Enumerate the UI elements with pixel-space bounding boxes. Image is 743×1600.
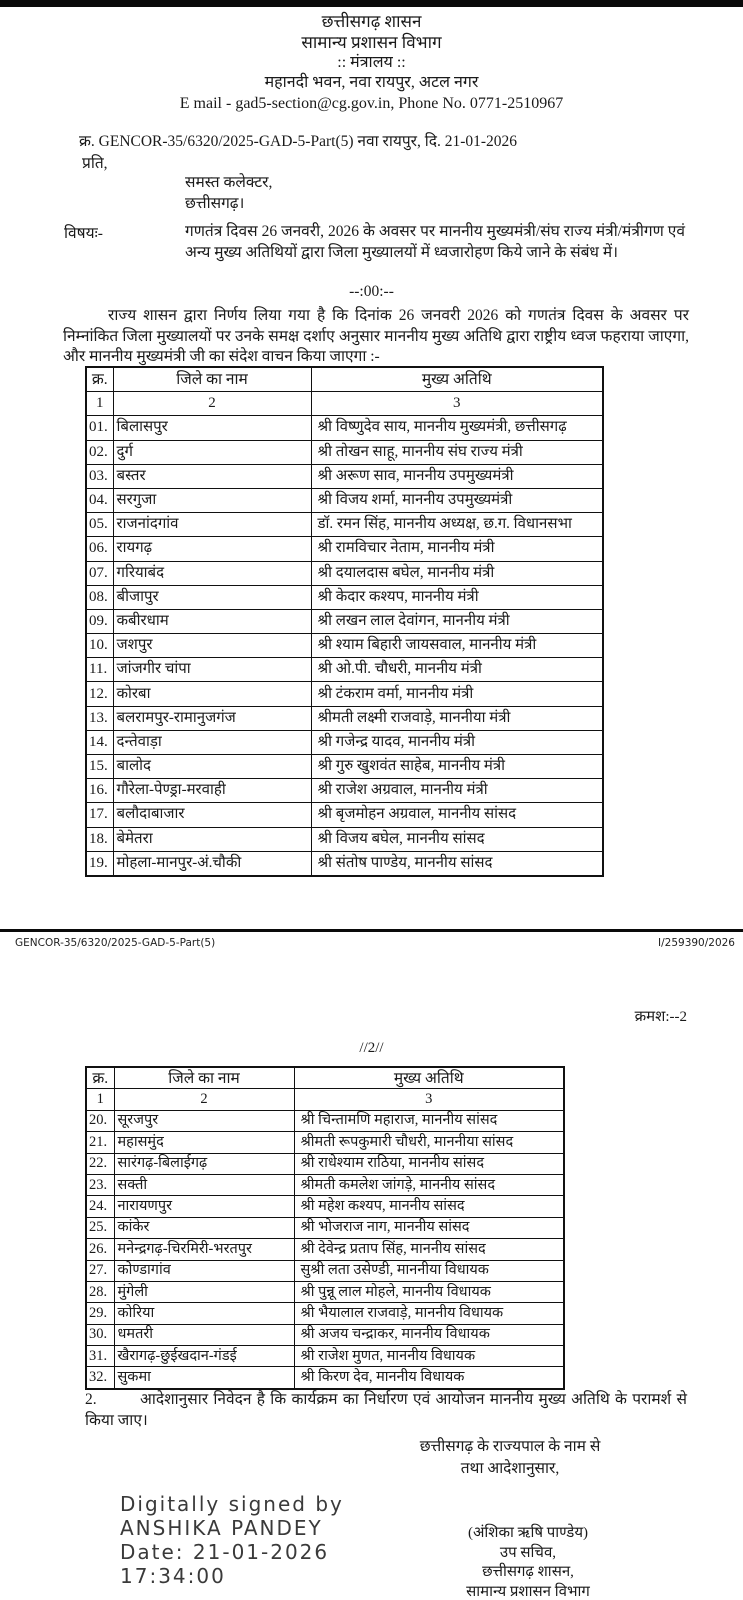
digital-signature-line-2: ANSHIKA PANDEY: [120, 1516, 323, 1540]
top-border-bar: [0, 0, 743, 7]
table-row-16-cell-1: गौरेला-पेण्ड्रा-मरवाही: [113, 779, 311, 803]
mantralaya-line: :: मंत्रालय ::: [337, 54, 406, 71]
by-order-line-1: छत्तीसगढ़ के राज्यपाल के नाम से: [419, 1438, 601, 1455]
table-colnum-row: [86, 1089, 564, 1110]
table-row-31-cell-1: खैरागढ़-छुईखदान-गंडई: [114, 1346, 294, 1367]
table-row-19-cell-2: श्री संतोष पाण्डेय, माननीय सांसद: [311, 851, 603, 876]
table-row-32-cell-0: 32.: [86, 1367, 114, 1389]
table-row-07-cell-2: श्री दयालदास बघेल, माननीय मंत्री: [311, 561, 603, 585]
table-row-20: [86, 1110, 564, 1131]
table-row-18-cell-2: श्री विजय बघेल, माननीय सांसद: [311, 827, 603, 851]
table-row-15-cell-0: 15.: [86, 755, 113, 779]
table-row-23-cell-2: श्रीमती कमलेश जांगड़े, माननीय सांसद: [294, 1174, 564, 1195]
closing-para-text: आदेशानुसार निवेदन है कि कार्यक्रम का निर्धारण एवं आयोजन माननीय मुख्य अतिथि के परामर्श से किया जाए।: [85, 1391, 687, 1429]
table-row-28-cell-1: मुंगेली: [114, 1281, 294, 1302]
table-row-11-cell-0: 11.: [86, 658, 113, 682]
table-header-row-cell-1: जिले का नाम: [113, 367, 311, 392]
table-header-row-cell-2: मुख्य अतिथि: [311, 367, 603, 392]
table-row-12: [86, 682, 603, 706]
table-colnum-row-cell-0: 1: [86, 392, 113, 416]
subject-label: विषयः-: [64, 225, 103, 242]
table-row-23-cell-0: 23.: [86, 1174, 114, 1195]
table-row-09-cell-1: कबीरधाम: [113, 609, 311, 633]
section-separator: --:00:--: [349, 283, 394, 300]
table-row-01-cell-2: श्री विष्णुदेव साय, माननीय मुख्यमंत्री, छत्तीसगढ़: [311, 416, 603, 440]
table-row-24: [86, 1196, 564, 1217]
table-header-row-cell-0: क्र.: [86, 367, 113, 392]
table-row-10: [86, 634, 603, 658]
digital-signature-line-4: 17:34:00: [120, 1564, 226, 1588]
table-row-20-cell-0: 20.: [86, 1110, 114, 1131]
table-row-09-cell-0: 09.: [86, 609, 113, 633]
table-row-02-cell-2: श्री तोखन साहू, माननीय संघ राज्य मंत्री: [311, 440, 603, 464]
table-row-08: [86, 585, 603, 609]
government-name: छत्तीसगढ़ शासन: [321, 12, 422, 31]
table-header-row-cell-1: जिले का नाम: [114, 1067, 294, 1089]
table-row-27: [86, 1260, 564, 1281]
table-row-10-cell-1: जशपुर: [113, 634, 311, 658]
table-row-27-cell-2: सुश्री लता उसेण्डी, माननीया विधायक: [294, 1260, 564, 1281]
table-row-12-cell-2: श्री टंकराम वर्मा, माननीय मंत्री: [311, 682, 603, 706]
continuation-marker: क्रमश:--2: [634, 1009, 687, 1025]
table-row-14-cell-1: दन्तेवाड़ा: [113, 730, 311, 754]
to-label: प्रति,: [82, 155, 108, 172]
table-row-05-cell-1: राजनांदगांव: [113, 513, 311, 537]
by-order-block: [390, 1436, 630, 1480]
table-row-16-cell-0: 16.: [86, 779, 113, 803]
table-row-24-cell-1: नारायणपुर: [114, 1196, 294, 1217]
table-row-21-cell-0: 21.: [86, 1132, 114, 1153]
table-row-20-cell-2: श्री चिन्तामणि महाराज, माननीय सांसद: [294, 1110, 564, 1131]
table-row-16: [86, 779, 603, 803]
table-row-17: [86, 803, 603, 827]
table-row-30-cell-0: 30.: [86, 1324, 114, 1345]
table-row-28-cell-0: 28.: [86, 1281, 114, 1302]
table-row-11-cell-2: श्री ओ.पी. चौधरी, माननीय मंत्री: [311, 658, 603, 682]
table-row-31: [86, 1346, 564, 1367]
address-line: महानदी भवन, नवा रायपुर, अटल नगर: [264, 74, 479, 91]
addressee-line-2: छत्तीसगढ़।: [185, 195, 245, 212]
page2-marker: //2//: [359, 1040, 384, 1056]
table-row-01-cell-0: 01.: [86, 416, 113, 440]
table-row-01: [86, 416, 603, 440]
table-row-27-cell-1: कोण्डागांव: [114, 1260, 294, 1281]
table-row-25: [86, 1217, 564, 1238]
table-row-15-cell-2: श्री गुरु खुशवंत साहेब, माननीय मंत्री: [311, 755, 603, 779]
table-row-22: [86, 1153, 564, 1174]
table-row-05-cell-0: 05.: [86, 513, 113, 537]
table-row-15-cell-1: बालोद: [113, 755, 311, 779]
table-row-09-cell-2: श्री लखन लाल देवांगन, माननीय मंत्री: [311, 609, 603, 633]
table-row-29: [86, 1303, 564, 1324]
table-row-23: [86, 1174, 564, 1195]
table-row-13-cell-2: श्रीमती लक्ष्मी राजवाड़े, माननीया मंत्री: [311, 706, 603, 730]
table-row-13: [86, 706, 603, 730]
districts-table-page2: [85, 1066, 565, 1390]
table-row-14: [86, 730, 603, 754]
table-row-31-cell-2: श्री राजेश मुणत, माननीय विधायक: [294, 1346, 564, 1367]
closing-paragraph: [85, 1389, 687, 1431]
table-row-24-cell-2: श्री महेश कश्यप, माननीय सांसद: [294, 1196, 564, 1217]
table-row-09: [86, 609, 603, 633]
table-header-row: [86, 367, 603, 392]
table-row-17-cell-2: श्री बृजमोहन अग्रवाल, माननीय सांसद: [311, 803, 603, 827]
table-row-18-cell-0: 18.: [86, 827, 113, 851]
table-row-22-cell-2: श्री राधेश्याम राठिया, माननीय सांसद: [294, 1153, 564, 1174]
districts-table-page1: [85, 366, 604, 877]
table-row-26-cell-2: श्री देवेन्द्र प्रताप सिंह, माननीय सांसद: [294, 1239, 564, 1260]
table-row-11: [86, 658, 603, 682]
addressee-line-1: समस्त कलेक्टर,: [185, 174, 273, 191]
table-row-02-cell-1: दुर्ग: [113, 440, 311, 464]
table-row-17-cell-1: बलौदाबाजार: [113, 803, 311, 827]
table-row-02-cell-0: 02.: [86, 440, 113, 464]
department-name: सामान्य प्रशासन विभाग: [301, 33, 442, 52]
table-row-22-cell-0: 22.: [86, 1153, 114, 1174]
signatory-designation: उप सचिव,: [499, 1544, 557, 1561]
table-row-04: [86, 488, 603, 512]
signatory-name: (अंशिका ऋषि पाण्डेय): [467, 1525, 589, 1541]
digital-signature-line-1: Digitally signed by: [120, 1492, 344, 1516]
table-row-23-cell-1: सक्ती: [114, 1174, 294, 1195]
table-colnum-row: [86, 392, 603, 416]
table-row-21: [86, 1132, 564, 1153]
table-row-04-cell-0: 04.: [86, 488, 113, 512]
table-row-16-cell-2: श्री राजेश अग्रवाल, माननीय मंत्री: [311, 779, 603, 803]
table-row-26-cell-0: 26.: [86, 1239, 114, 1260]
signatory-org-line-2: सामान्य प्रशासन विभाग: [466, 1583, 590, 1600]
table-row-18-cell-1: बेमेतरा: [113, 827, 311, 851]
footer-file-number: GENCOR-35/6320/2025-GAD-5-Part(5): [15, 937, 216, 949]
table-row-02: [86, 440, 603, 464]
table-row-06-cell-1: रायगढ़: [113, 537, 311, 561]
table-row-06: [86, 537, 603, 561]
table-row-01-cell-1: बिलासपुर: [113, 416, 311, 440]
table-row-25-cell-0: 25.: [86, 1217, 114, 1238]
table-colnum-row-cell-0: 1: [86, 1089, 114, 1110]
table-row-14-cell-2: श्री गजेन्द्र यादव, माननीय मंत्री: [311, 730, 603, 754]
table-row-06-cell-0: 06.: [86, 537, 113, 561]
table-row-21-cell-1: महासमुंद: [114, 1132, 294, 1153]
page-footer: [0, 937, 743, 953]
table-row-28: [86, 1281, 564, 1302]
intro-paragraph: राज्य शासन द्वारा निर्णय लिया गया है कि दिनांक 26 जनवरी 2026 को गणतंत्र दिवस के अवसर पर निम्नांकित जिला मुख्यालयों पर उनके समक्ष दर्शाए अनुसार माननीय मुख्य अतिथि द्वारा राष्ट्रीय ध्वज फहराया जाएगा, और माननीय मुख्यमंत्री जी का संदेश वाचन किया जाएगा :-: [63, 307, 689, 365]
table-row-32-cell-2: श्री किरण देव, माननीय विधायक: [294, 1367, 564, 1389]
table-row-13-cell-0: 13.: [86, 706, 113, 730]
table-row-29-cell-0: 29.: [86, 1303, 114, 1324]
table-row-26: [86, 1239, 564, 1260]
digital-signature-line-3: Date: 21-01-2026: [120, 1540, 330, 1564]
addressee-block: [185, 172, 272, 214]
table-row-32-cell-1: सुकमा: [114, 1367, 294, 1389]
table-row-05: [86, 513, 603, 537]
table-row-06-cell-2: श्री रामविचार नेताम, माननीय मंत्री: [311, 537, 603, 561]
closing-para-number: 2.: [85, 1391, 97, 1408]
table-row-07: [86, 561, 603, 585]
table-row-22-cell-1: सारंगढ़-बिलाईगढ़: [114, 1153, 294, 1174]
table-row-24-cell-0: 24.: [86, 1196, 114, 1217]
table-row-10-cell-0: 10.: [86, 634, 113, 658]
table-row-28-cell-2: श्री पुन्नू लाल मोहले, माननीय विधायक: [294, 1281, 564, 1302]
table-row-30-cell-2: श्री अजय चन्द्राकर, माननीय विधायक: [294, 1324, 564, 1345]
table-row-19: [86, 851, 603, 876]
table-row-12-cell-1: कोरबा: [113, 682, 311, 706]
table-row-17-cell-0: 17.: [86, 803, 113, 827]
table-row-30-cell-1: धमतरी: [114, 1324, 294, 1345]
table-row-03-cell-2: श्री अरूण साव, माननीय उपमुख्यमंत्री: [311, 464, 603, 488]
table-row-04-cell-2: श्री विजय शर्मा, माननीय उपमुख्यमंत्री: [311, 488, 603, 512]
table-row-03-cell-0: 03.: [86, 464, 113, 488]
table-row-03-cell-1: बस्तर: [113, 464, 311, 488]
table-row-27-cell-0: 27.: [86, 1260, 114, 1281]
letterhead: [0, 11, 743, 114]
table-row-21-cell-2: श्रीमती रूपकुमारी चौधरी, माननीया सांसद: [294, 1132, 564, 1153]
table-header-row-cell-2: मुख्य अतिथि: [294, 1067, 564, 1089]
table-row-12-cell-0: 12.: [86, 682, 113, 706]
digital-signature-block: [120, 1492, 344, 1588]
table-row-08-cell-2: श्री केदार कश्यप, माननीय मंत्री: [311, 585, 603, 609]
table-row-04-cell-1: सरगुजा: [113, 488, 311, 512]
table-row-19-cell-0: 19.: [86, 851, 113, 876]
table-row-08-cell-0: 08.: [86, 585, 113, 609]
table-row-29-cell-2: श्री भैयालाल राजवाड़े, माननीय विधायक: [294, 1303, 564, 1324]
table-row-14-cell-0: 14.: [86, 730, 113, 754]
table-row-10-cell-2: श्री श्याम बिहारी जायसवाल, माननीय मंत्री: [311, 634, 603, 658]
table-row-32: [86, 1367, 564, 1389]
reference-number-line: क्र. GENCOR-35/6320/2025-GAD-5-Part(5) नवा रायपुर, दि. 21-01-2026: [79, 133, 518, 150]
table-header-row-cell-0: क्र.: [86, 1067, 114, 1089]
table-row-29-cell-1: कोरिया: [114, 1303, 294, 1324]
table-row-11-cell-1: जांजगीर चांपा: [113, 658, 311, 682]
table-colnum-row-cell-1: 2: [113, 392, 311, 416]
table-row-07-cell-0: 07.: [86, 561, 113, 585]
table-row-20-cell-1: सूरजपुर: [114, 1110, 294, 1131]
table-row-07-cell-1: गरियाबंद: [113, 561, 311, 585]
subject-row: [64, 221, 689, 263]
table-row-13-cell-1: बलरामपुर-रामानुजगंज: [113, 706, 311, 730]
table-row-08-cell-1: बीजापुर: [113, 585, 311, 609]
table-row-26-cell-1: मनेन्द्रगढ़-चिरमिरी-भरतपुर: [114, 1239, 294, 1260]
table-colnum-row-cell-2: 3: [311, 392, 603, 416]
table-row-25-cell-1: कांकेर: [114, 1217, 294, 1238]
footer-document-id: I/259390/2026: [658, 937, 735, 949]
page-divider-line: [0, 929, 743, 932]
table-row-31-cell-0: 31.: [86, 1346, 114, 1367]
table-row-18: [86, 827, 603, 851]
by-order-line-2: तथा आदेशानुसार,: [460, 1460, 560, 1477]
table-row-03: [86, 464, 603, 488]
signatory-block: [428, 1524, 628, 1600]
table-colnum-row-cell-1: 2: [114, 1089, 294, 1110]
table-row-15: [86, 755, 603, 779]
table-row-30: [86, 1324, 564, 1345]
signatory-org-line-1: छत्तीसगढ़ शासन,: [482, 1564, 574, 1580]
subject-text: गणतंत्र दिवस 26 जनवरी, 2026 के अवसर पर माननीय मुख्यमंत्री/संघ राज्य मंत्री/मंत्रीगण एवं अन्य मुख्य अतिथियों द्वारा जिला मुख्यालयों में ध्वजारोहण किये जाने के संबंध में।: [185, 223, 685, 261]
table-row-05-cell-2: डॉ. रमन सिंह, माननीय अध्यक्ष, छ.ग. विधानसभा: [311, 513, 603, 537]
contact-line: E mail - gad5-section@cg.gov.in, Phone No. 0771-2510967: [179, 95, 564, 112]
table-row-19-cell-1: मोहला-मानपुर-अं.चौकी: [113, 851, 311, 876]
table-row-25-cell-2: श्री भोजराज नाग, माननीय सांसद: [294, 1217, 564, 1238]
table-header-row: [86, 1067, 564, 1089]
table-colnum-row-cell-2: 3: [294, 1089, 564, 1110]
